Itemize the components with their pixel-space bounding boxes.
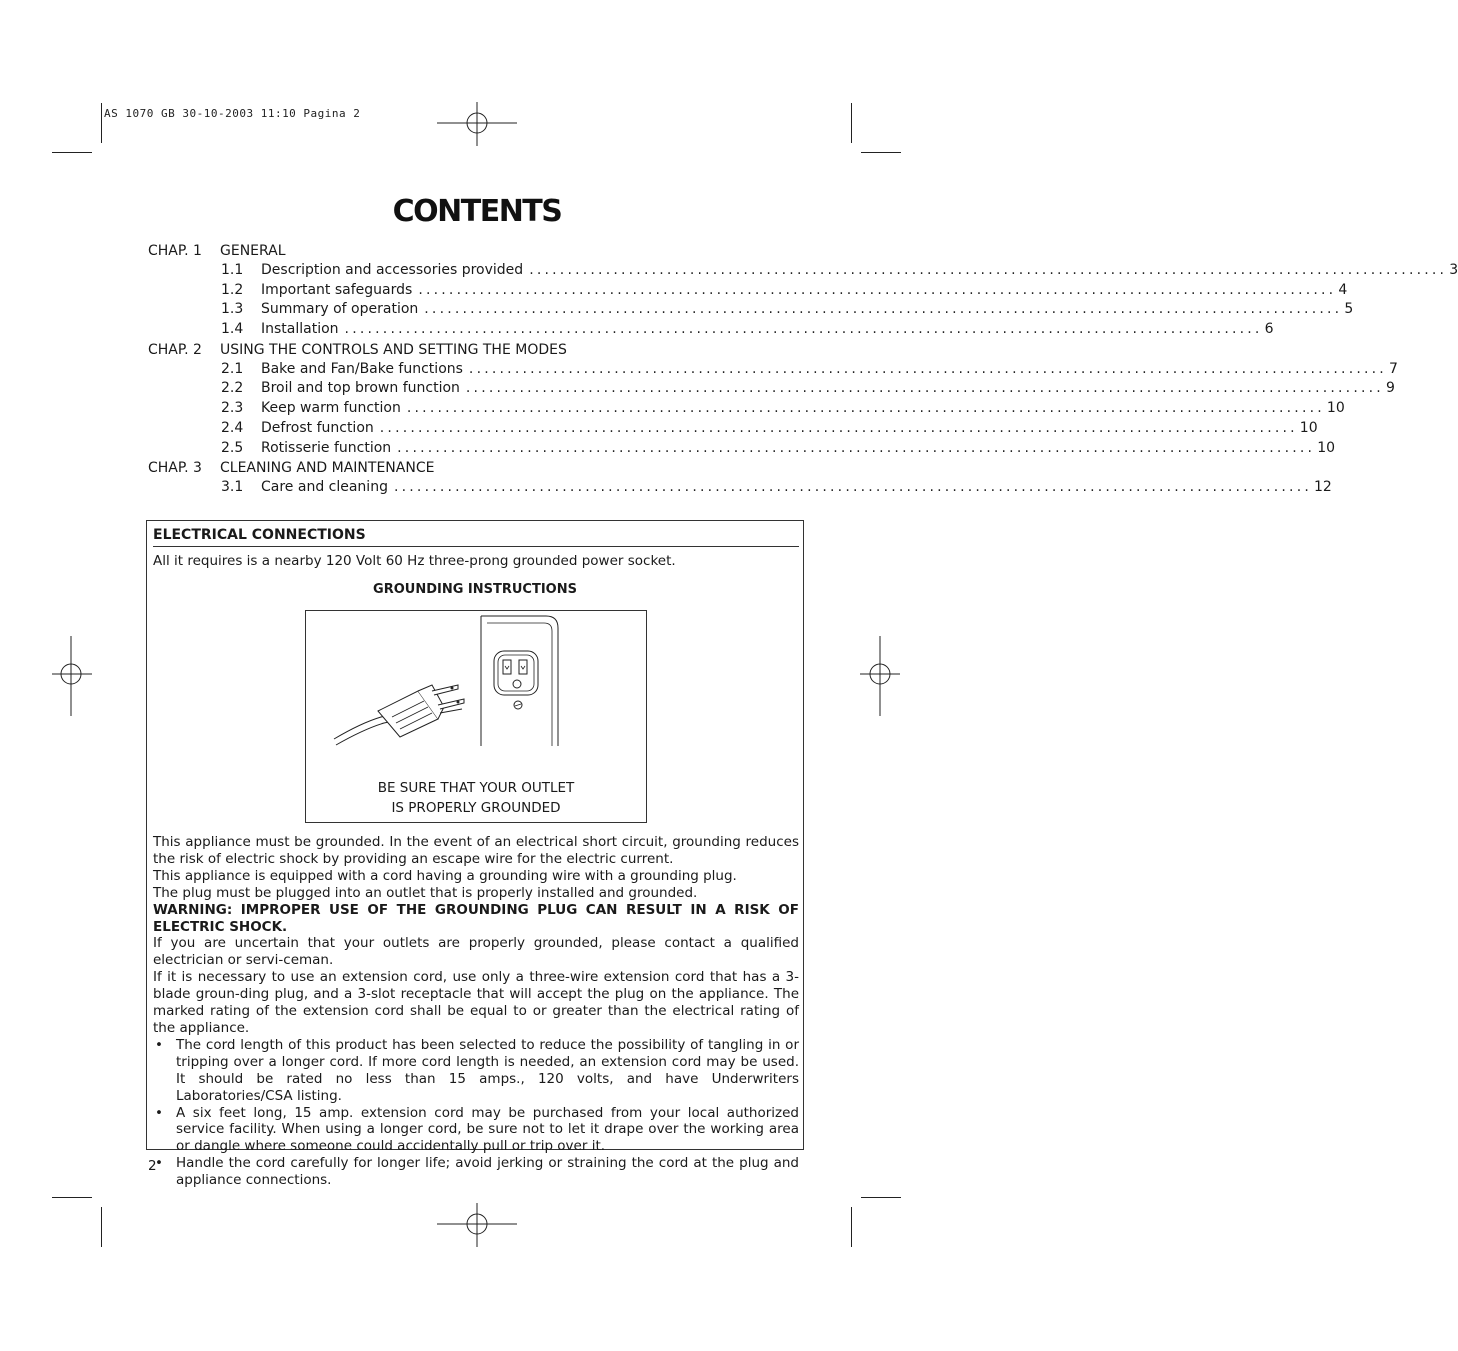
- leader-dots: ........................................................................................................................: [465, 380, 1384, 397]
- paragraph: If you are uncertain that your outlets are properly grounded, please contact a qualified electrician or servi-ceman.: [153, 935, 799, 969]
- toc-chapter: [148, 458, 1332, 498]
- toc-item-page: 9: [1385, 380, 1395, 397]
- toc-item-title: Defrost function: [261, 419, 374, 436]
- toc-item-page: 10: [1299, 419, 1318, 436]
- leader-dots: ........................................................................................................................: [468, 360, 1387, 377]
- crop-mark: [52, 1197, 92, 1198]
- chapter-label: CHAP. 3: [148, 460, 202, 477]
- table-of-contents: [148, 241, 1458, 498]
- toc-item-title: Description and accessories provided: [261, 262, 524, 278]
- toc-item-title: Summary of operation: [261, 301, 419, 318]
- leader-dots: ........................................................................................................................: [344, 321, 1263, 338]
- leader-dots: ........................................................................................................................: [424, 301, 1343, 318]
- toc-item-page: 4: [1338, 281, 1348, 298]
- list-item-text: The cord length of this product has been selected to reduce the possibility of tangling in or tripping over a longer cord. If more cord length is needed, an extension cord may be used. It should be rated no less than 15 amps., 120 volts, and have Underwriters Laboratories/CSA listing.: [176, 1036, 799, 1104]
- toc-item: [221, 379, 1395, 399]
- toc-chapter: [148, 340, 1398, 458]
- chapter-label: CHAP. 1: [148, 243, 202, 259]
- toc-item: [221, 419, 1318, 439]
- crop-mark: [861, 152, 901, 153]
- toc-item: [221, 320, 1274, 340]
- leader-dots: ........................................................................................................................: [406, 400, 1325, 417]
- toc-item-title: Important safeguards: [261, 281, 413, 298]
- toc-item-title: Rotisserie function: [261, 439, 392, 456]
- leader-dots: ........................................................................................................................: [529, 262, 1448, 278]
- crop-mark: [851, 1207, 852, 1247]
- bullet-icon: •: [155, 1104, 163, 1121]
- toc-item-number: 2.2: [221, 380, 244, 397]
- toc-item-number: 1.2: [221, 281, 244, 298]
- toc-item-number: 1.3: [221, 301, 244, 318]
- crop-mark: [851, 103, 852, 143]
- paragraph: The plug must be plugged into an outlet that is properly installed and grounded.: [153, 884, 698, 901]
- toc-item-number: 2.3: [221, 400, 244, 417]
- toc-item-title: Broil and top brown function: [261, 380, 460, 397]
- toc-item-number: 1.4: [221, 321, 244, 338]
- leader-dots: ........................................................................................................................: [418, 281, 1337, 298]
- bullet-list: [153, 1037, 799, 1189]
- paragraph: This appliance is equipped with a cord having a grounding wire with a grounding plug.: [153, 867, 737, 884]
- toc-item: [221, 478, 1332, 498]
- toc-item: [221, 300, 1354, 320]
- grounding-body: [153, 834, 799, 1189]
- bullet-icon: •: [155, 1036, 163, 1053]
- chapter-title: CLEANING AND MAINTENANCE: [220, 460, 435, 477]
- toc-item-page: 10: [1326, 400, 1345, 417]
- toc-chapter: [148, 241, 1458, 340]
- registration-mark-right: [860, 636, 900, 716]
- electrical-connections-box: [146, 520, 804, 1189]
- toc-item: [221, 439, 1336, 459]
- toc-item-number: 2.5: [221, 439, 244, 456]
- toc-item: [221, 261, 1458, 281]
- paragraph: This appliance must be grounded. In the event of an electrical short circuit, grounding reduces the risk of electric shock by providing an escape wire for the electric current.: [153, 834, 799, 867]
- list-item: [153, 1155, 799, 1189]
- page-title: CONTENTS: [392, 194, 562, 229]
- page-number: 2: [148, 1158, 157, 1174]
- toc-item: [221, 360, 1398, 380]
- toc-item-page: 3: [1449, 262, 1458, 278]
- chapter-title: USING THE CONTROLS AND SETTING THE MODES: [220, 341, 567, 358]
- list-item-text: A six feet long, 15 amp. extension cord may be purchased from your local authorized service facility. When using a longer cord, be sure not to let it drape over the working area or dangle where someone could accidentally pull or trip over it.: [176, 1104, 799, 1155]
- toc-item-page: 5: [1344, 301, 1354, 318]
- toc-item-title: Care and cleaning: [261, 479, 388, 496]
- registration-mark-left: [52, 636, 92, 716]
- section-heading: ELECTRICAL CONNECTIONS: [153, 527, 799, 547]
- toc-item-page: 10: [1317, 439, 1336, 456]
- toc-item-number: 2.4: [221, 419, 244, 436]
- leader-dots: ........................................................................................................................: [397, 439, 1316, 456]
- intro-text: All it requires is a nearby 120 Volt 60 Hz three-prong grounded power socket.: [153, 553, 676, 569]
- paragraph: If it is necessary to use an extension cord, use only a three-wire extension cord that has a 3-blade groun-ding plug, and a 3-slot receptacle that will accept the plug on the appliance. The marked rating of the extension cord shall be equal to or greater than the electrical rating of the appliance.: [153, 969, 799, 1036]
- toc-item-title: Installation: [261, 321, 339, 338]
- toc-item: [221, 399, 1345, 419]
- leader-dots: ........................................................................................................................: [393, 479, 1312, 496]
- registration-mark-top: [437, 102, 517, 146]
- bullet-icon: •: [155, 1155, 163, 1172]
- toc-item-page: 6: [1264, 321, 1274, 338]
- figure-caption: [306, 778, 646, 818]
- toc-item-number: 2.1: [221, 360, 244, 377]
- figure-caption-line: IS PROPERLY GROUNDED: [391, 800, 561, 816]
- toc-item-page: 7: [1388, 360, 1398, 377]
- crop-mark: [101, 1207, 102, 1247]
- chapter-title: GENERAL: [220, 243, 286, 259]
- toc-item-number: 1.1: [221, 262, 244, 278]
- crop-mark: [52, 152, 92, 153]
- chapter-label: CHAP. 2: [148, 341, 202, 358]
- list-item: [153, 1037, 799, 1105]
- printer-header: AS 1070 GB 30-10-2003 11:10 Pagina 2: [104, 107, 361, 120]
- toc-item-title: Keep warm function: [261, 400, 401, 417]
- toc-item-title: Bake and Fan/Bake functions: [261, 360, 463, 377]
- list-item-text: Handle the cord carefully for longer life; avoid jerking or straining the cord at the plug and appliance connections.: [176, 1155, 799, 1189]
- toc-item: [221, 281, 1348, 301]
- toc-item-number: 3.1: [221, 479, 244, 496]
- crop-mark: [101, 103, 102, 143]
- registration-mark-bottom: [437, 1203, 517, 1247]
- plug-and-outlet-illustration: [306, 611, 646, 771]
- warning-text: WARNING: IMPROPER USE OF THE GROUNDING PLUG CAN RESULT IN A RISK OF ELECTRIC SHOCK.: [153, 901, 799, 935]
- list-item: [153, 1105, 799, 1156]
- grounding-figure: [305, 610, 647, 823]
- toc-item-page: 12: [1314, 479, 1332, 496]
- figure-caption-line: BE SURE THAT YOUR OUTLET: [377, 780, 575, 796]
- grounding-heading: GROUNDING INSTRUCTIONS: [373, 582, 577, 597]
- leader-dots: ........................................................................................................................: [379, 419, 1298, 436]
- crop-mark: [861, 1197, 901, 1198]
